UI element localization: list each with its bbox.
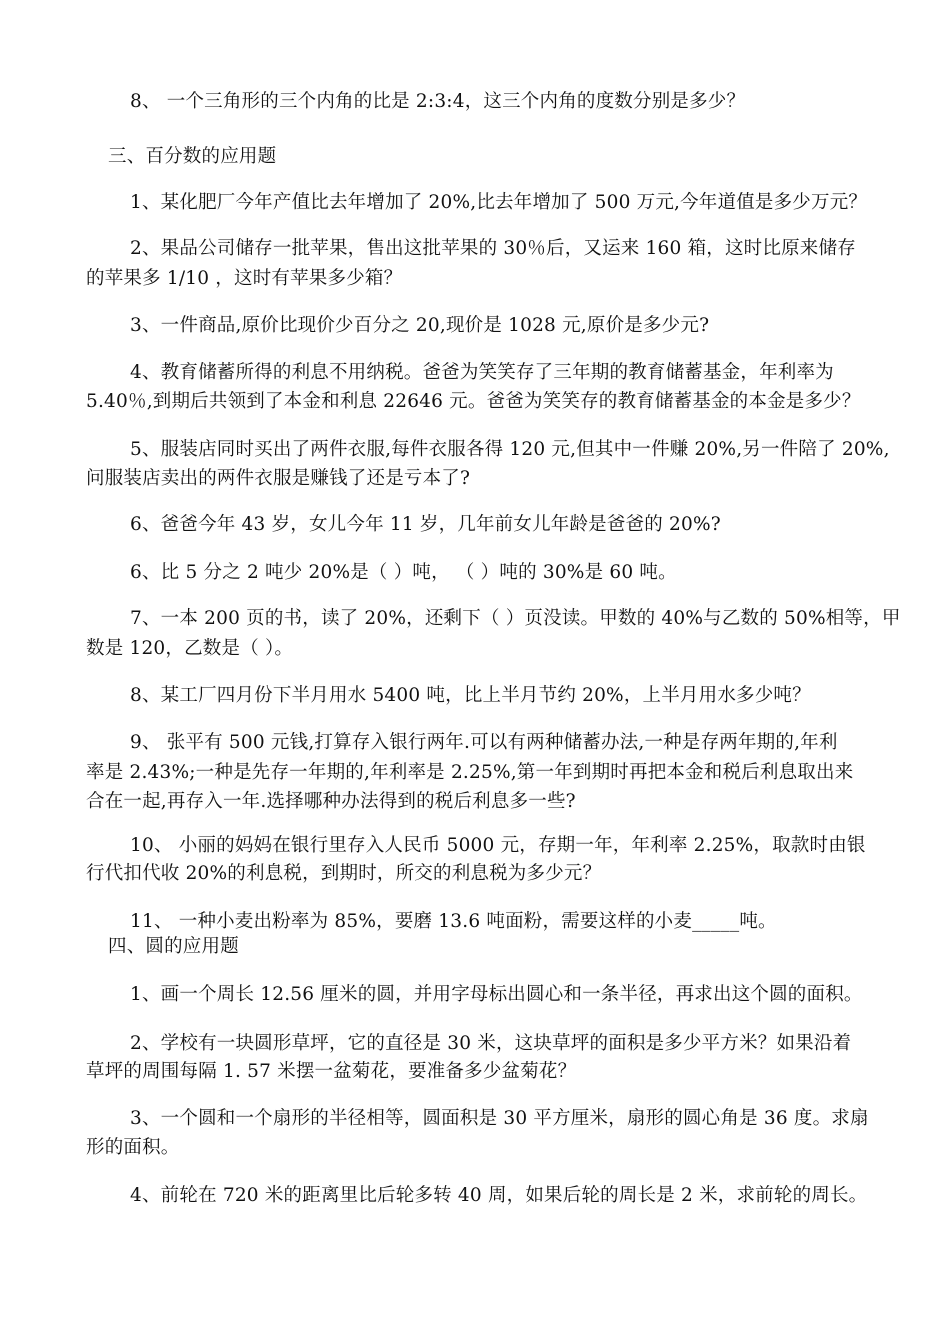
s4-problem-2-line2: 草坪的周围每隔 1. 57 米摆一盆菊花，要准备多少盆菊花？ (86, 1061, 577, 1082)
s3-problem-11: 11、 一种小麦出粉率为 85%，要磨 13.6 吨面粉，需要这样的小麦_____吨。 (130, 911, 777, 932)
section-4-title: 四、圆的应用题 (108, 936, 239, 957)
s3-problem-7-line1: 7、一本 200 页的书，读了 20%，还剩下（ ）页没读。甲数的 40%与乙数的 50%相等，甲 (130, 608, 901, 629)
s3-problem-6a: 6、爸爸今年 43 岁，女儿今年 11 岁，几年前女儿年龄是爸爸的 20%? (130, 514, 721, 535)
s3-problem-9-line3: 合在一起,再存入一年.选择哪种办法得到的税后利息多一些? (86, 791, 576, 812)
s4-problem-3-line1: 3、一个圆和一个扇形的半径相等，圆面积是 30 平方厘米，扇形的圆心角是 36 度。求扇 (130, 1108, 869, 1129)
s4-problem-2-line1: 2、学校有一块圆形草坪，它的直径是 30 米，这块草坪的面积是多少平方米？如果沿着 (130, 1033, 852, 1054)
s3-problem-6b: 6、比 5 分之 2 吨少 20%是（ ）吨， （ ）吨的 30%是 60 吨。 (130, 562, 677, 583)
s3-problem-10-line2: 行代扣代收 20%的利息税，到期时，所交的利息税为多少元？ (86, 863, 602, 884)
s3-problem-8: 8、某工厂四月份下半月用水 5400 吨，比上半月节约 20%，上半月用水多少吨？ (130, 685, 811, 706)
s3-problem-1: 1、某化肥厂今年产值比去年增加了 20%,比去年增加了 500 万元,今年道值是多少万元？ (130, 192, 868, 213)
problem-8-triangle: 8、 一个三角形的三个内角的比是 2:3:4，这三个内角的度数分别是多少？ (130, 91, 746, 112)
s3-problem-5-line1: 5、服装店同时买出了两件衣服,每件衣服各得 120 元,但其中一件赚 20%,另一件陪了 20%, (130, 439, 890, 460)
s3-problem-7-line2: 数是 120，乙数是（ ）。 (86, 638, 294, 659)
s4-problem-3-line2: 形的面积。 (86, 1137, 180, 1158)
s3-problem-4-line2: 5.40％,到期后共领到了本金和利息 22646 元。爸爸为笑笑存的教育储蓄基金的本金是多少？ (86, 391, 861, 412)
s4-problem-1: 1、画一个周长 12.56 厘米的圆，并用字母标出圆心和一条半径，再求出这个圆的面积。 (130, 984, 863, 1005)
s3-problem-4-line1: 4、教育储蓄所得的利息不用纳税。爸爸为笑笑存了三年期的教育储蓄基金，年利率为 (130, 362, 834, 383)
section-3-title: 三、百分数的应用题 (108, 146, 277, 167)
s3-problem-9-line1: 9、 张平有 500 元钱,打算存入银行两年.可以有两种储蓄办法,一种是存两年期的,年利 (130, 732, 838, 753)
s3-problem-5-line2: 问服装店卖出的两件衣服是赚钱了还是亏本了? (86, 468, 471, 489)
s3-problem-9-line2: 率是 2.43%;一种是先存一年期的,年利率是 2.25%,第一年到期时再把本金和税后利息取出来 (86, 762, 854, 783)
s3-problem-10-line1: 10、 小丽的妈妈在银行里存入人民币 5000 元，存期一年，年利率 2.25%，取款时由银 (130, 835, 866, 856)
s4-problem-4: 4、前轮在 720 米的距离里比后轮多转 40 周，如果后轮的周长是 2 米，求前轮的周长。 (130, 1185, 868, 1206)
s3-problem-3: 3、一件商品,原价比现价少百分之 20,现价是 1028 元,原价是多少元? (130, 315, 710, 336)
s3-problem-2-line2: 的苹果多 1/10 ，这时有苹果多少箱？ (86, 268, 403, 289)
s3-problem-2-line1: 2、果品公司储存一批苹果，售出这批苹果的 30％后，又运来 160 箱，这时比原来储存 (130, 238, 856, 259)
